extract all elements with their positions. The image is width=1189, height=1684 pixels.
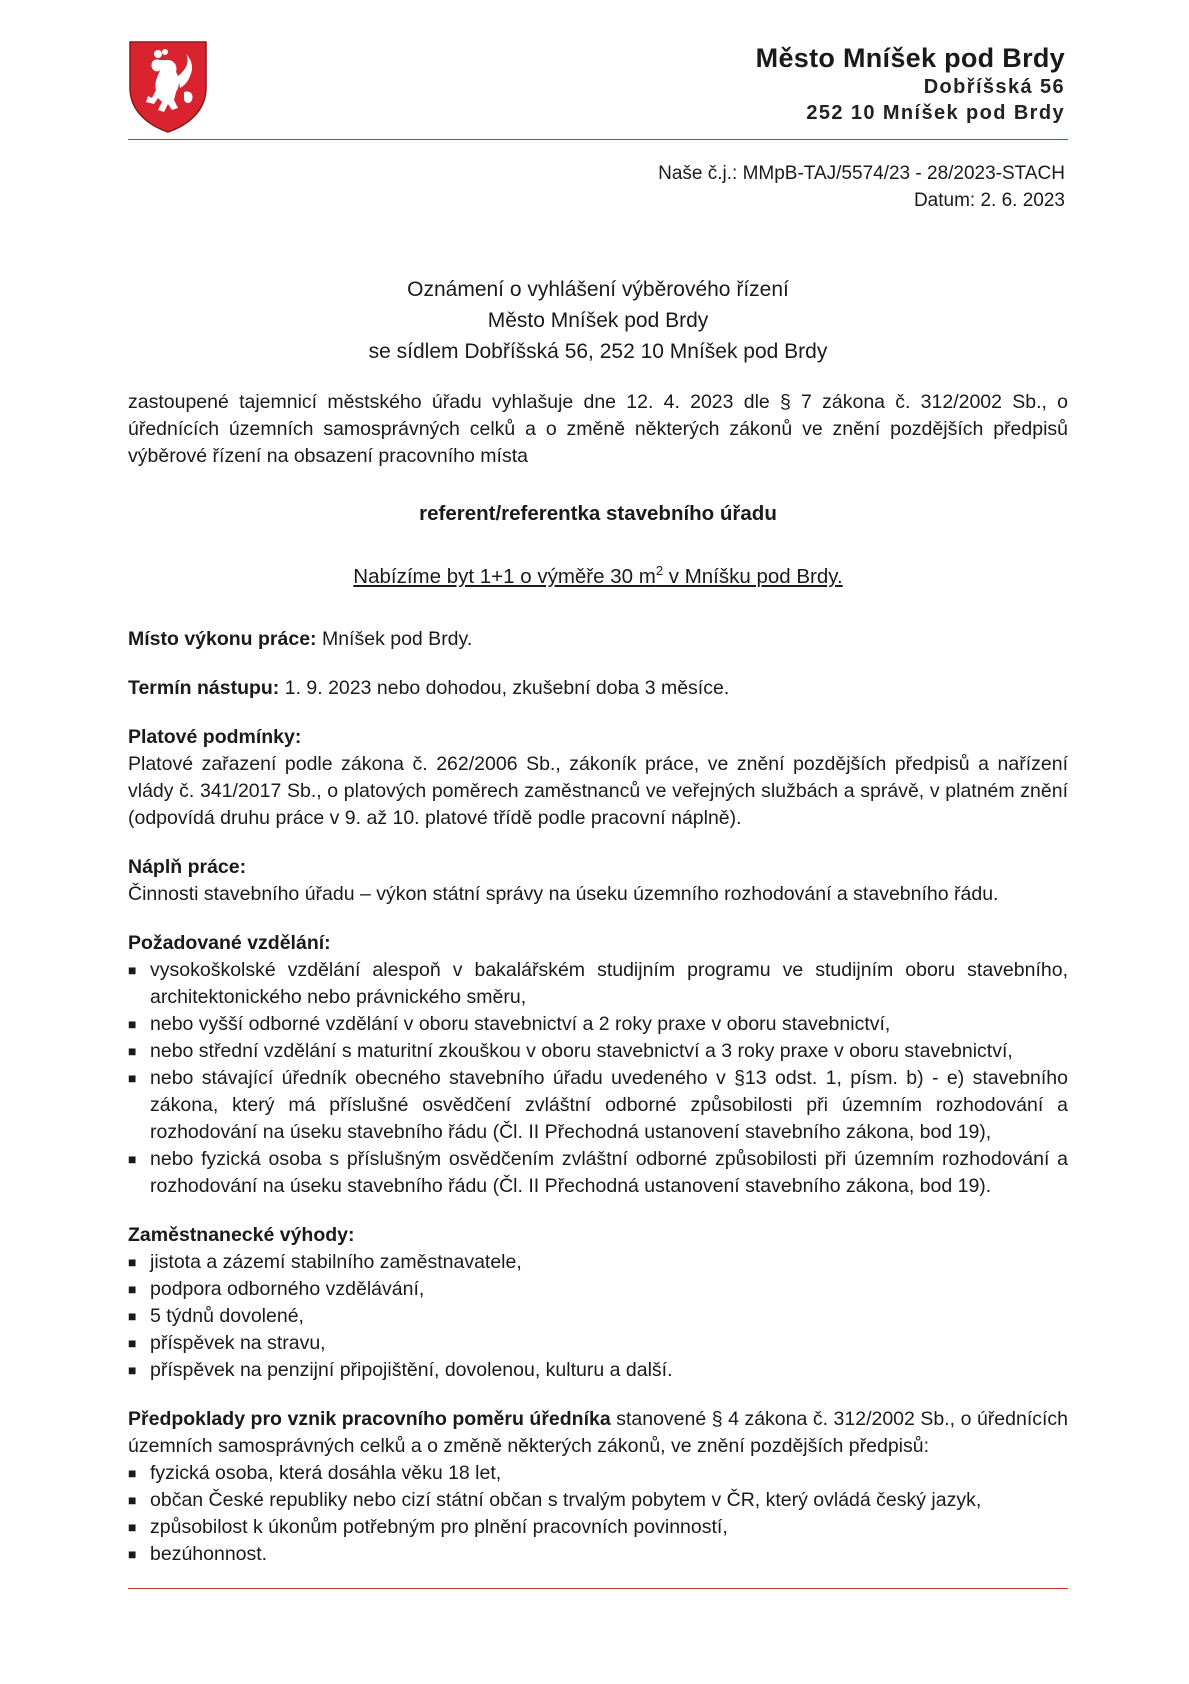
benefits-list bbox=[128, 1249, 1068, 1384]
list-item-text: způsobilost k úkonům potřebným pro plnění pracovních povinností, bbox=[150, 1515, 728, 1538]
workplace-value: Mníšek pod Brdy. bbox=[316, 627, 473, 650]
lion-crest-icon bbox=[128, 40, 208, 134]
bullet-icon: ■ bbox=[128, 1307, 137, 1324]
list-item bbox=[128, 1487, 1068, 1514]
offer-superscript: 2 bbox=[655, 563, 664, 578]
header-divider bbox=[128, 139, 1068, 140]
intro-paragraph: zastoupené tajemnicí městského úřadu vyhlašuje dne 12. 4. 2023 dle § 7 zákona č. 312/2002 Sb., o úřednících územních samosprávných celků a o změně některých zákonů ve znění pozdějších předpisů výběrové řízení na obsazení pracovního místa bbox=[128, 391, 1068, 467]
list-item-text: příspěvek na stravu, bbox=[150, 1331, 326, 1354]
bullet-icon: ■ bbox=[128, 1280, 137, 1297]
prerequisites-paragraph bbox=[128, 1406, 1068, 1460]
list-item bbox=[128, 1330, 1068, 1357]
list-item bbox=[128, 1514, 1068, 1541]
list-item bbox=[128, 1038, 1068, 1065]
education-heading: Požadované vzdělání: bbox=[128, 931, 331, 954]
bullet-icon: ■ bbox=[128, 1069, 137, 1086]
list-item-text: fyzická osoba, která dosáhla věku 18 let, bbox=[150, 1461, 502, 1484]
list-item bbox=[128, 1011, 1068, 1038]
list-item-text: bezúhonnost. bbox=[150, 1542, 268, 1565]
salary-text: Platové zařazení podle zákona č. 262/2006 Sb., zákoník práce, ve znění pozdějších předpisů a nařízení vlády č. 341/2017 Sb., o platových poměrech zaměstnanců ve veřejných službách a správě, v platném znění (odpovídá druhu práce v 9. až 10. platové třídě podle pracovní náplně). bbox=[128, 752, 1068, 829]
title-line-3: se sídlem Dobříšská 56, 252 10 Mníšek pod Brdy bbox=[368, 340, 828, 363]
list-item bbox=[128, 1357, 1068, 1384]
city-name: Město Mníšek pod Brdy bbox=[755, 43, 1065, 73]
start-line bbox=[128, 675, 1068, 702]
offer-text-end: v Mníšku pod Brdy. bbox=[663, 564, 843, 588]
list-item bbox=[128, 1249, 1068, 1276]
start-label: Termín nástupu: bbox=[128, 676, 280, 699]
bullet-icon: ■ bbox=[128, 1150, 137, 1167]
announcement-title bbox=[128, 274, 1068, 367]
letterhead bbox=[756, 42, 1065, 126]
salary-heading: Platové podmínky: bbox=[128, 725, 302, 748]
list-item-text: jistota a zázemí stabilního zaměstnavatele, bbox=[150, 1250, 522, 1273]
document-body bbox=[128, 274, 1068, 1568]
list-item bbox=[128, 1303, 1068, 1330]
offer-text: Nabízíme byt 1+1 o výměře 30 m bbox=[353, 564, 656, 588]
list-item bbox=[128, 1146, 1068, 1200]
bullet-icon: ■ bbox=[128, 961, 137, 978]
document-date: Datum: 2. 6. 2023 bbox=[913, 190, 1065, 211]
reference-block bbox=[658, 160, 1065, 214]
bullet-icon: ■ bbox=[128, 1042, 137, 1059]
position-title: referent/referentka stavebního úřadu bbox=[419, 502, 777, 525]
list-item-text: vysokoškolské vzdělání alespoň v bakalářském studijním programu ve studijním oboru stavebního, architektonického nebo právnického směru, bbox=[150, 958, 1068, 1008]
postal-address: 252 10 Mníšek pod Brdy bbox=[806, 102, 1065, 124]
list-item-text: podpora odborného vzdělávání, bbox=[150, 1277, 425, 1300]
benefits-heading: Zaměstnanecké výhody: bbox=[128, 1223, 355, 1246]
bullet-icon: ■ bbox=[128, 1334, 137, 1351]
prerequisites-list bbox=[128, 1460, 1068, 1568]
bullet-icon: ■ bbox=[128, 1491, 137, 1508]
duties-heading: Náplň práce: bbox=[128, 855, 247, 878]
list-item bbox=[128, 1541, 1068, 1568]
list-item bbox=[128, 1460, 1068, 1487]
list-item-text: příspěvek na penzijní připojištění, dovolenou, kulturu a další. bbox=[150, 1358, 673, 1381]
housing-offer bbox=[128, 557, 1068, 590]
duties-text: Činnosti stavebního úřadu – výkon státní správy na úseku územního rozhodování a stavebního řádu. bbox=[128, 882, 999, 905]
list-item-text: nebo střední vzdělání s maturitní zkouškou v oboru stavebnictví a 3 roky praxe v oboru stavebnictví, bbox=[150, 1039, 1013, 1062]
bullet-icon: ■ bbox=[128, 1464, 137, 1481]
bullet-icon: ■ bbox=[128, 1253, 137, 1270]
title-line-2: Město Mníšek pod Brdy bbox=[487, 309, 709, 332]
bullet-icon: ■ bbox=[128, 1518, 137, 1535]
list-item-text: nebo fyzická osoba s příslušným osvědčením zvláštní odborné způsobilosti při územním rozhodování a rozhodování na úseku stavebního řádu (Čl. II Přechodná ustanovení stavebního zákona, bod 19). bbox=[150, 1147, 1068, 1197]
education-list bbox=[128, 957, 1068, 1200]
list-item bbox=[128, 957, 1068, 1011]
footer-divider bbox=[128, 1588, 1068, 1589]
bullet-icon: ■ bbox=[128, 1361, 137, 1378]
list-item-text: občan České republiky nebo cizí státní občan s trvalým pobytem v ČR, který ovládá český jazyk, bbox=[150, 1488, 982, 1511]
list-item-text: nebo stávající úředník obecného stavebního úřadu uvedeného v §13 odst. 1, písm. b) - e) stavebního zákona, který má příslušné osvědčení zvláštní odborné způsobilosti při územním rozhodování a rozhodování na úseku stavebního řádu (Čl. II Přechodná ustanovení stavebního zákona, bod 19), bbox=[150, 1066, 1068, 1143]
bullet-icon: ■ bbox=[128, 1545, 137, 1562]
workplace-line bbox=[128, 626, 1068, 653]
title-line-1: Oznámení o vyhlášení výběrového řízení bbox=[407, 278, 789, 301]
prerequisites-label: Předpoklady pro vznik pracovního poměru úředníka bbox=[128, 1407, 611, 1430]
workplace-label: Místo výkonu práce: bbox=[128, 627, 317, 650]
prerequisites-text: stanovené § 4 zákona č. 312/2002 Sb., o úřednících územních samosprávných celků a o změně některých zákonů, ve znění pozdějších předpisů: bbox=[128, 1407, 1069, 1457]
list-item bbox=[128, 1276, 1068, 1303]
list-item bbox=[128, 1065, 1068, 1146]
list-item-text: nebo vyšší odborné vzdělání v oboru stavebnictví a 2 roky praxe v oboru stavebnictví, bbox=[150, 1012, 891, 1035]
bullet-icon: ■ bbox=[128, 1015, 137, 1032]
reference-number: Naše č.j.: MMpB-TAJ/5574/23 - 28/2023-STACH bbox=[658, 163, 1065, 184]
street-address: Dobříšská 56 bbox=[923, 76, 1065, 98]
start-value: 1. 9. 2023 nebo dohodou, zkušební doba 3 měsíce. bbox=[279, 676, 730, 699]
list-item-text: 5 týdnů dovolené, bbox=[150, 1304, 304, 1327]
